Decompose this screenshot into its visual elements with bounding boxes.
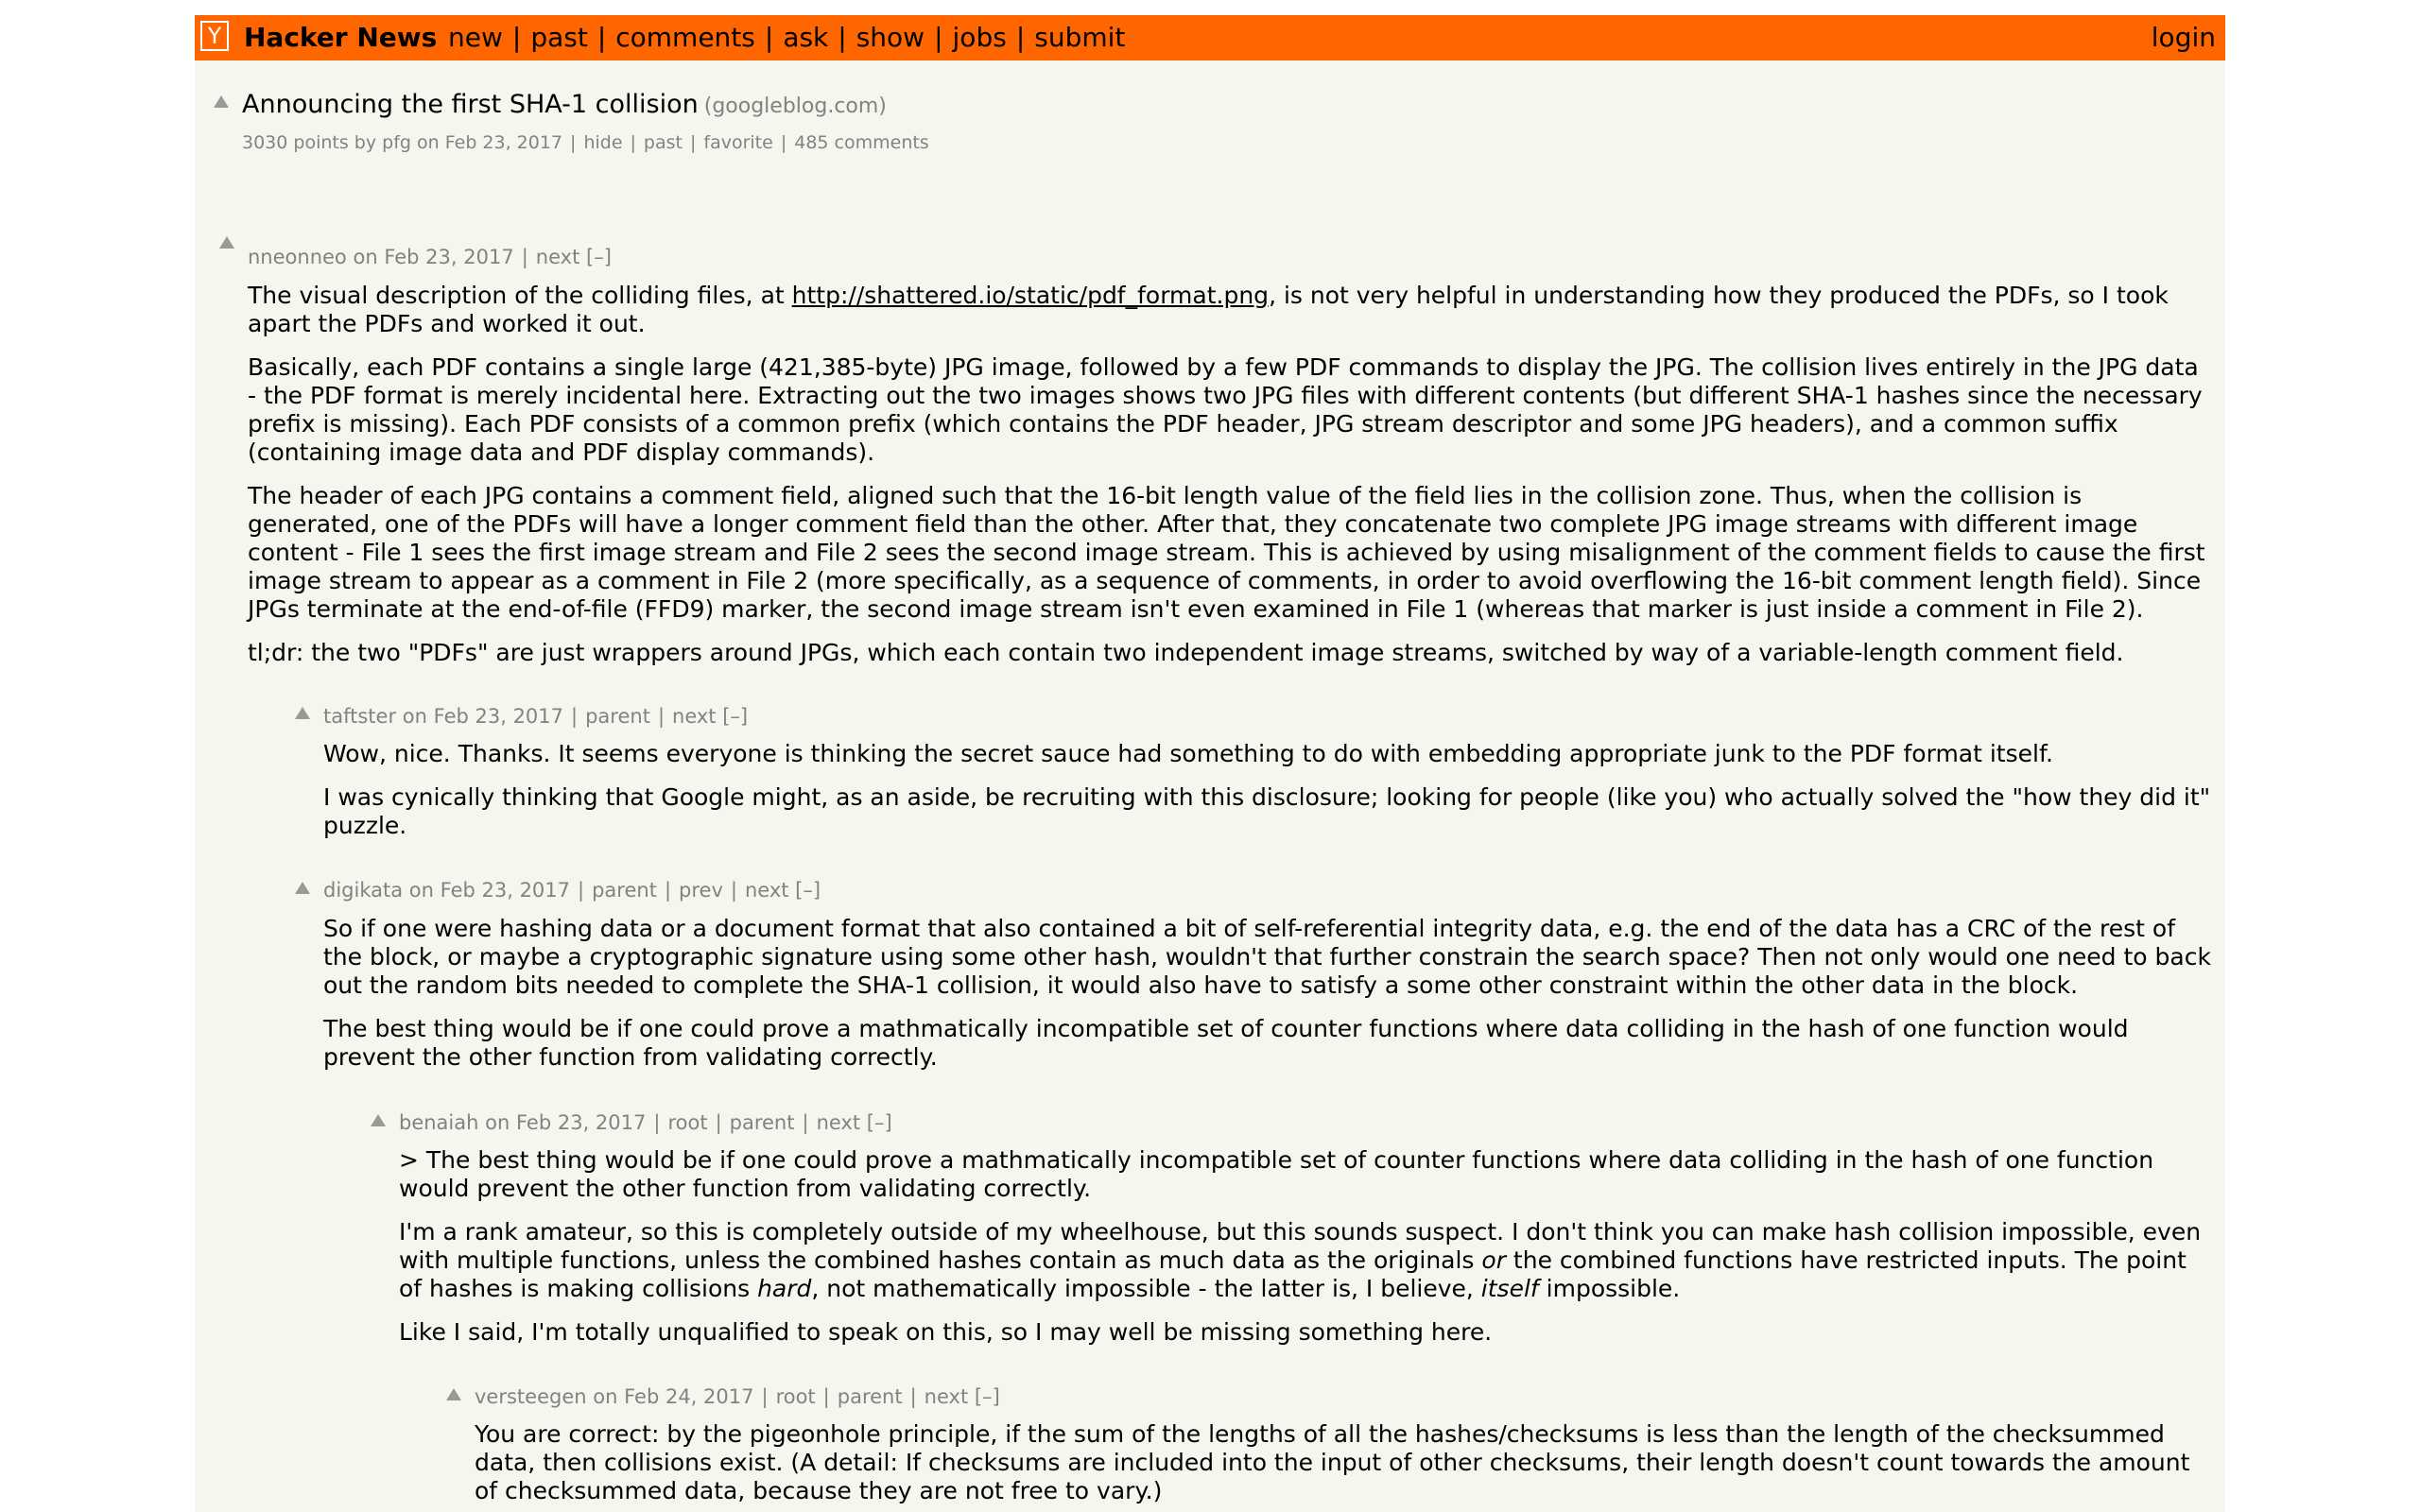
comment-date-link[interactable]: Feb 23, 2017 [384, 246, 514, 268]
comment-root-link[interactable]: root [775, 1385, 816, 1408]
comment-text: the combined functions have restricted inputs. The point of hashes is making collisions [399, 1246, 2187, 1302]
story-favorite-link[interactable]: favorite [703, 132, 773, 153]
upvote-arrow-icon[interactable] [214, 95, 229, 108]
comment-header [323, 703, 748, 730]
story-user-link[interactable]: pfg [382, 132, 411, 153]
comment-body [323, 740, 2214, 840]
comment-parent-link[interactable]: parent [837, 1385, 903, 1408]
comment-on-label: on [485, 1111, 510, 1134]
comment-parent-link[interactable]: parent [585, 705, 650, 728]
comment-collapse-toggle[interactable]: [–] [586, 246, 612, 268]
comment-paragraph [248, 282, 2214, 338]
comment-collapse-toggle[interactable]: [–] [866, 1111, 892, 1134]
site-name-link[interactable]: Hacker News [244, 22, 438, 53]
comment-collapse-toggle[interactable]: [–] [974, 1385, 1000, 1408]
nav-past-link[interactable]: past [530, 22, 588, 53]
comment-header [248, 244, 612, 270]
comment-paragraph: I was cynically thinking that Google might, as an aside, be recruiting with this disclosure; looking for people (like you) who actually solved the "how they did it" puzzle. [323, 783, 2211, 839]
comment-paragraph: tl;dr: the two "PDFs" are just wrappers around JPGs, which each contain two independent image streams, switched by way of a variable-length comment field. [248, 639, 2124, 666]
comment-emphasis: or [1481, 1246, 1506, 1274]
nav-separator: | [838, 22, 847, 53]
separator: | [715, 1111, 722, 1134]
comment-url-link[interactable]: http://shattered.io/static/pdf_format.png [791, 282, 1270, 309]
comment-root-link[interactable]: root [667, 1111, 708, 1134]
story-points: 3030 points [242, 132, 349, 153]
separator: | [761, 1385, 769, 1408]
top-bar [195, 15, 2225, 60]
upvote-arrow-icon[interactable] [371, 1114, 386, 1126]
comment-text: , is not very helpful in understanding how they produced the PDFs, so I took apart the PDFs and worked it out. [248, 282, 2169, 337]
comment-date-link[interactable]: Feb 24, 2017 [624, 1385, 754, 1408]
comment-paragraph: Like I said, I'm totally unqualified to speak on this, so I may well be missing something here. [399, 1318, 1493, 1346]
comment-emphasis: hard [757, 1275, 812, 1302]
nav-separator: | [596, 22, 607, 53]
comment-user-link[interactable]: digikata [323, 879, 404, 902]
nav-separator: | [1015, 22, 1026, 53]
story-title-row [242, 89, 887, 123]
comment-header [323, 877, 821, 903]
separator: | [578, 879, 585, 902]
comment-paragraph: So if one were hashing data or a document format that also contained a bit of self-referential integrity data, e.g. the end of the data has a CRC of the rest of the block, or maybe a cryptographic signature using some other hash, wouldn't that further constrain the search space? Then not only would one need to back out the random bits needed to complete the SHA-1 collision, it would also have to satisfy a some other constraint within the other data in the block. [323, 915, 2211, 999]
comment-paragraph: The header of each JPG contains a comment field, aligned such that the 16-bit length value of the field lies in the collision zone. Thus, when the collision is generated, one of the PDFs will have a longer comment field than the other. After that, they concatenate two complete JPG image streams with different image content - File 1 sees the first image stream and File 2 sees the second image stream. This is achieved by using misalignment of the comment fields to cause the first image stream to appear as a comment in File 2 (more specifically, as a sequence of comments, in order to avoid overflowing the 16-bit comment length field). Since JPGs terminate at the end-of-file (FFD9) marker, the second image stream isn't even examined in File 1 (whereas that marker is just inside a comment in File 2). [248, 482, 2205, 623]
comment-user-link[interactable]: nneonneo [248, 246, 347, 268]
comment-prev-link[interactable]: prev [679, 879, 723, 902]
main-nav [448, 22, 1125, 54]
comment-emphasis: itself [1480, 1275, 1539, 1302]
story-past-link[interactable]: past [643, 132, 683, 153]
story-site[interactable]: (googleblog.com) [703, 94, 887, 118]
nav-separator: | [934, 22, 943, 53]
hn-logo[interactable]: Y [200, 21, 229, 51]
nav-submit-link[interactable]: submit [1034, 22, 1126, 53]
hn-page [195, 15, 2225, 1512]
nav-show-link[interactable]: show [856, 22, 925, 53]
upvote-arrow-icon[interactable] [295, 882, 310, 894]
comment-parent-link[interactable]: parent [729, 1111, 795, 1134]
separator: | [653, 1111, 661, 1134]
comment-header [399, 1109, 892, 1136]
comment-on-label: on [408, 879, 434, 902]
upvote-arrow-icon[interactable] [446, 1388, 461, 1400]
separator: | [909, 1385, 917, 1408]
comment-on-label: on [353, 246, 378, 268]
comment-parent-link[interactable]: parent [592, 879, 657, 902]
comment-paragraph: The best thing would be if one could prove a mathmatically incompatible set of counter functions where data colliding in the hash of one function would prevent the other function from validating correctly. [323, 1015, 2129, 1071]
comment-text: impossible. [1538, 1275, 1681, 1302]
comment-next-link[interactable]: next [924, 1385, 969, 1408]
story-comments-link[interactable]: 485 comments [794, 132, 929, 153]
comment-paragraph: Basically, each PDF contains a single large (421,385-byte) JPG image, followed by a few PDF commands to display the JPG. The collision lives entirely in the JPG data - the PDF format is merely incidental here. Extracting out the two images shows two JPG files with different contents (but different SHA-1 hashes since the necessary prefix is missing). Each PDF consists of a common prefix (which contains the PDF header, JPG stream descriptor and some JPG headers), and a common suffix (containing image data and PDF display commands). [248, 353, 2203, 466]
comment-collapse-toggle[interactable]: [–] [722, 705, 749, 728]
comment-text: , not mathematically impossible - the latter is, I believe, [811, 1275, 1481, 1302]
comment-body [475, 1420, 2214, 1505]
separator: | [822, 1385, 830, 1408]
separator: | [730, 879, 737, 902]
nav-separator: | [764, 22, 774, 53]
comment-on-label: on [402, 705, 427, 728]
comment-body [399, 1146, 2214, 1347]
separator: | [780, 132, 787, 153]
separator: | [689, 132, 697, 153]
nav-comments-link[interactable]: comments [615, 22, 755, 53]
story-subtext [242, 130, 929, 155]
separator: | [521, 246, 528, 268]
comment-collapse-toggle[interactable]: [–] [795, 879, 821, 902]
comment-text: The visual description of the colliding files, at [248, 282, 792, 309]
comment-date-link[interactable]: Feb 23, 2017 [433, 705, 564, 728]
story-title-link[interactable]: Announcing the first SHA-1 collision [242, 90, 699, 119]
comment-header [475, 1383, 1000, 1410]
comment-next-link[interactable]: next [672, 705, 717, 728]
separator: | [664, 879, 672, 902]
comment-date-link[interactable]: Feb 23, 2017 [516, 1111, 647, 1134]
nav-ask-link[interactable]: ask [783, 22, 829, 53]
upvote-arrow-icon[interactable] [295, 707, 310, 719]
story-by-label: by [354, 132, 377, 153]
separator: | [571, 705, 579, 728]
comment-text: I'm a rank amateur, so this is completely outside of my wheelhouse, but this sounds suspect. I don't think you can make hash collision impossible, even with multiple functions, unless the combined hashes contain as much data as the originals [399, 1218, 2202, 1274]
nav-jobs-link[interactable]: jobs [952, 22, 1007, 53]
separator: | [570, 132, 577, 153]
separator: | [657, 705, 666, 728]
separator: | [630, 132, 636, 153]
nav-separator: | [511, 22, 522, 53]
comment-date-link[interactable]: Feb 23, 2017 [440, 879, 571, 902]
story-hide-link[interactable]: hide [583, 132, 623, 153]
comment-paragraph: You are correct: by the pigeonhole principle, if the sum of the lengths of all the hashes/checksums is less than the length of the checksummed data, then collisions exist. (A detail: If checksums are included into the input of other checksums, their length doesn't count towards the amount of checksummed data, because they are not free to vary.) [475, 1420, 2190, 1504]
comment-body [323, 915, 2214, 1072]
comment-next-link[interactable]: next [744, 879, 789, 902]
comment-next-link[interactable]: next [816, 1111, 861, 1134]
comment-paragraph: > The best thing would be if one could prove a mathmatically incompatible set of counter functions where data colliding in the hash of one function would prevent the other function from validating correctly. [399, 1146, 2154, 1202]
login-link[interactable]: login [2151, 22, 2216, 53]
upvote-arrow-icon[interactable] [219, 236, 234, 249]
comment-user-link[interactable]: taftster [323, 705, 397, 728]
comment-paragraph [399, 1218, 2214, 1303]
story-date-link[interactable]: Feb 23, 2017 [444, 132, 563, 153]
story-on-label: on [417, 132, 440, 153]
comment-user-link[interactable]: versteegen [475, 1385, 587, 1408]
comment-user-link[interactable]: benaiah [399, 1111, 479, 1134]
comment-paragraph: Wow, nice. Thanks. It seems everyone is thinking the secret sauce had something to do with embedding appropriate junk to the PDF format itself. [323, 740, 2053, 767]
nav-new-link[interactable]: new [448, 22, 503, 53]
comment-on-label: on [593, 1385, 618, 1408]
separator: | [802, 1111, 809, 1134]
comment-next-link[interactable]: next [535, 246, 580, 268]
comment-body [248, 282, 2214, 667]
